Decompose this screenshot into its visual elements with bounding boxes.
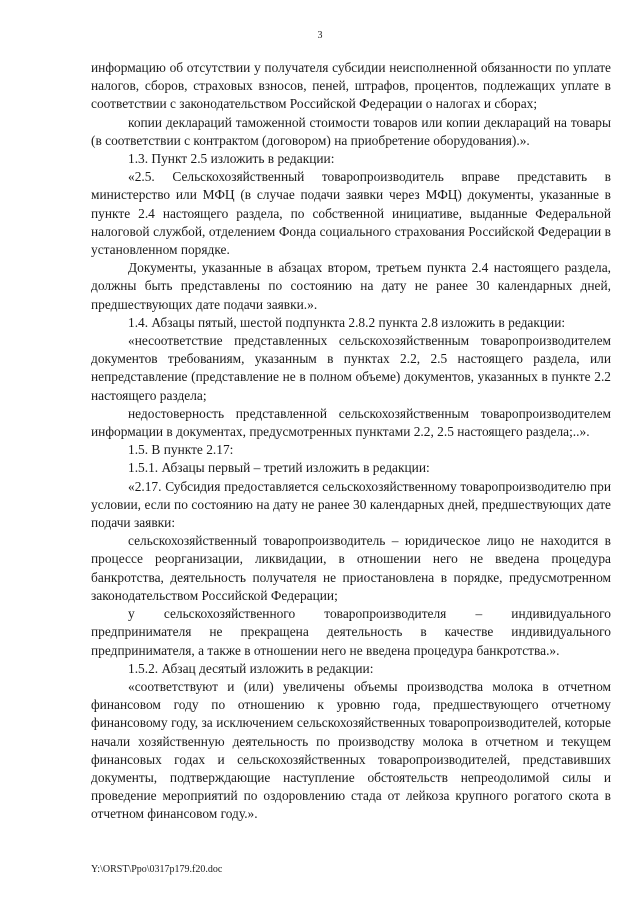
page-number: 3 [317, 30, 323, 41]
paragraph: 1.3. Пункт 2.5 изложить в редакции: [128, 151, 335, 167]
footer-file-path: Y:\ORST\Ppo\0317p179.f20.doc [91, 864, 223, 875]
paragraph: сельскохозяйственный товаропроизводитель – юридическое лицо не находится в процессе реорганизации, ликвидации, в отношении него не введена процедура банкротства, деятельность получателя не приостановлена в порядке, предусмотренном законодательством Российской Федерации; [91, 533, 611, 603]
paragraph: «соответствуют и (или) увеличены объемы производства молока в отчетном финансовом году по отношению к уровню года, предшествующего отчетному финансовому году, за исключением сельскохозяйственных товаропроизводителей, которые начали хозяйственную деятельность по производству молока в отчетном и текущем финансовых годах и сельскохозяйственных товаропроизводителей, представивших документы, подтверждающие наступление обстоятельств непреодолимой силы и проведение мероприятий по оздоровлению стада от лейкоза крупного рогатого скота в отчетном финансовом году.». [91, 678, 611, 822]
paragraph: недостоверность представленной сельскохозяйственным товаропроизводителем информации в документах, предусмотренных пунктами 2.2, 2.5 настоящего раздела;..». [91, 405, 611, 440]
paragraph: 1.5. В пункте 2.17: [128, 442, 234, 458]
paragraph: 1.5.1. Абзацы первый – третий изложить в редакции: [128, 460, 430, 476]
paragraph: информацию об отсутствии у получателя субсидии неисполненной обязанности по уплате налогов, сборов, страховых взносов, пеней, штрафов, процентов, подлежащих уплате в соответствии с законодательством Российской Федерации о налогах и сборах; [91, 60, 611, 112]
paragraph: Документы, указанные в абзацах втором, третьем пункта 2.4 настоящего раздела, должны быть представлены по состоянию на дату не ранее 30 календарных дней, предшествующих дате подачи заявки.». [91, 260, 611, 312]
paragraph: «2.17. Субсидия предоставляется сельскохозяйственному товаропроизводителю при условии, если по состоянию на дату не ранее 30 календарных дней, предшествующих дате подачи заявки: [91, 478, 611, 531]
paragraph: 1.4. Абзацы пятый, шестой подпункта 2.8.2 пункта 2.8 изложить в редакции: [128, 314, 566, 330]
paragraph: «несоответствие представленных сельскохозяйственным товаропроизводителем документов требованиям, указанным в пунктах 2.2, 2.5 настоящего раздела, или непредставление (представление не в полном объеме) документов, указанных в пункте 2.2 настоящего раздела; [91, 333, 611, 403]
paragraph: у сельскохозяйственного товаропроизводителя – индивидуального предпринимателя не прекращена деятельность в качестве индивидуального предпринимателя, а также в отношении него не введена процедура банкротства.». [91, 606, 611, 658]
paragraph: «2.5. Сельскохозяйственный товаропроизводитель вправе представить в министерство или МФЦ (в случае подачи заявки через МФЦ) документы, указанные в пункте 2.4 настоящего раздела, по собственной инициативе, выданные Федеральной налоговой службой, отделением Фонда социального страхования Российской Федерации в установленном порядке. [91, 169, 611, 258]
paragraph: копии деклараций таможенной стоимости товаров или копии деклараций на товары (в соответствии с контрактом (договором) на приобретение оборудования).». [91, 114, 611, 148]
paragraph: 1.5.2. Абзац десятый изложить в редакции: [128, 660, 374, 676]
document-body [91, 59, 611, 824]
